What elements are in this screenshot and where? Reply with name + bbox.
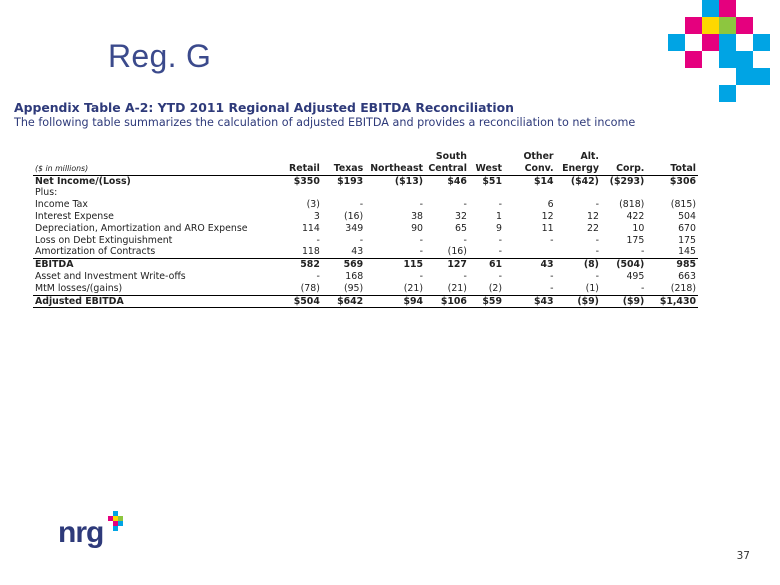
table-cell: - (550, 282, 554, 294)
table-cell: $306 (669, 175, 696, 187)
table-cell: (21) (447, 282, 467, 294)
column-header-top: Other (523, 150, 554, 162)
appendix-description: The following table summarizes the calculation of adjusted EBITDA and provides a reconciliation to net income (14, 116, 636, 129)
row-label: Plus: (35, 187, 58, 199)
table-cell (504, 246, 556, 258)
table-cell: - (550, 270, 554, 282)
table-cell: (78) (300, 282, 320, 294)
table-cell: 569 (322, 259, 365, 271)
row-label: Loss on Debt Extinguishment (35, 234, 173, 246)
table-cell: $43 (504, 295, 556, 308)
table-cell: ($13) (394, 175, 424, 187)
table-row (33, 271, 698, 283)
table-cell: (218) (670, 282, 696, 294)
table-cell (469, 187, 504, 199)
table-cell (365, 187, 425, 199)
table-cell (272, 187, 322, 199)
table-cell: 43 (504, 259, 556, 271)
table-cell: - (359, 234, 364, 246)
column-header: Energy (556, 162, 601, 175)
table-cell: (3) (306, 199, 320, 211)
table-cell: 422 (626, 210, 645, 222)
table-cell: (504) (601, 259, 646, 271)
table-cell: - (419, 270, 424, 282)
table-cell: (2) (488, 282, 502, 294)
column-header-top (469, 150, 504, 162)
table-cell: 12 (587, 210, 599, 222)
table-cell: 175 (678, 234, 696, 246)
table-cell: 61 (469, 259, 504, 271)
table-cell: (1) (585, 282, 599, 294)
table-cell: - (595, 246, 599, 258)
table-cell: $1,430 (646, 295, 698, 308)
table-cell: 118 (301, 246, 320, 258)
column-header-top (601, 150, 646, 162)
table-cell: 9 (496, 222, 502, 234)
table-cell: - (640, 282, 645, 294)
table-row (33, 199, 698, 211)
table-cell: 114 (301, 222, 320, 234)
brand-color-grid (668, 0, 780, 112)
table-header-row (33, 162, 698, 175)
table-cell: ($293) (609, 175, 645, 187)
column-header-top (272, 150, 322, 162)
table-row (33, 211, 698, 223)
column-header-top (646, 150, 698, 162)
table-cell: - (419, 199, 424, 211)
table-cell: $350 (293, 175, 320, 187)
column-header-top (322, 150, 365, 162)
row-label: Asset and Investment Write-offs (35, 270, 186, 282)
table-cell: - (498, 199, 502, 211)
column-header-top: South (435, 150, 467, 162)
table-cell: - (550, 234, 554, 246)
table-cell: $193 (337, 175, 364, 187)
table-cell: 3 (313, 210, 320, 222)
table-cell: ($9) (556, 295, 601, 308)
table-cell: 127 (425, 259, 469, 271)
table-cell: - (419, 234, 424, 246)
row-label: MtM losses/(gains) (35, 282, 123, 294)
table-cell (504, 187, 556, 199)
table-row (33, 259, 698, 271)
table-cell: - (498, 246, 502, 258)
table-row (33, 187, 698, 199)
column-header-top (365, 150, 425, 162)
table-cell: (95) (343, 282, 364, 294)
table-cell: - (463, 234, 467, 246)
table-cell: 1 (496, 210, 502, 222)
table-cell: 495 (626, 270, 645, 282)
column-header-top: Alt. (580, 150, 599, 162)
table-cell: 65 (454, 222, 467, 234)
table-cell: (16) (343, 210, 364, 222)
table-row (33, 295, 698, 308)
table-cell: $642 (322, 295, 365, 308)
table-cell: $14 (533, 175, 554, 187)
table-cell: $59 (469, 295, 504, 308)
table-cell: 90 (411, 222, 424, 234)
row-label: EBITDA (33, 259, 272, 271)
column-header: Central (425, 162, 469, 175)
row-label: Net Income/(Loss) (35, 175, 131, 187)
nrg-star-icon (106, 511, 126, 531)
table-cell: 12 (541, 210, 554, 222)
table-cell: - (595, 270, 599, 282)
table-cell: 10 (632, 222, 645, 234)
table-cell (556, 187, 601, 199)
table-cell: (16) (447, 246, 467, 258)
table-cell: 6 (547, 199, 554, 211)
table-cell: - (316, 234, 320, 246)
table-row (33, 246, 698, 258)
table-cell: 663 (678, 270, 696, 282)
table-cell: (815) (670, 199, 696, 211)
page-number: 37 (736, 550, 750, 562)
table-cell (601, 187, 646, 199)
row-label: Amortization of Contracts (35, 246, 156, 258)
table-cell: 38 (411, 210, 424, 222)
table-cell: 168 (345, 270, 364, 282)
column-header: Texas (322, 162, 365, 175)
table-cell: 349 (345, 222, 364, 234)
row-label: Adjusted EBITDA (33, 295, 272, 308)
table-cell (646, 187, 698, 199)
table-row (33, 175, 698, 187)
table-row (33, 235, 698, 247)
table-cell: 985 (646, 259, 698, 271)
table-header-row-top (33, 150, 698, 162)
column-header: Total (646, 162, 698, 175)
table-cell: - (595, 199, 599, 211)
table-cell: - (419, 246, 424, 258)
table-cell (425, 187, 469, 199)
ebitda-reconciliation-table (33, 150, 698, 308)
row-label: Depreciation, Amortization and ARO Expense (35, 222, 248, 234)
table-cell: $504 (272, 295, 322, 308)
table-cell: 175 (626, 234, 645, 246)
table-cell: (818) (619, 199, 645, 211)
table-cell: $94 (365, 295, 425, 308)
table-cell: 32 (454, 210, 467, 222)
nrg-logo-text: nrg (58, 516, 104, 549)
row-label: Interest Expense (35, 210, 114, 222)
table-cell: 43 (351, 246, 364, 258)
table-cell: 582 (272, 259, 322, 271)
table-cell: 670 (678, 222, 696, 234)
table-cell: - (316, 270, 320, 282)
row-label: Income Tax (35, 199, 88, 211)
table-cell: - (595, 234, 599, 246)
appendix-heading: Appendix Table A-2: YTD 2011 Regional Adjusted EBITDA Reconciliation (14, 100, 514, 115)
table-cell: - (498, 270, 502, 282)
table-cell: 504 (678, 210, 696, 222)
table-cell: (21) (403, 282, 424, 294)
table-cell: 22 (587, 222, 599, 234)
table-cell: - (463, 270, 467, 282)
page-title: Reg. G (108, 38, 212, 74)
table-cell: (8) (556, 259, 601, 271)
table-cell (322, 187, 365, 199)
column-header: Conv. (504, 162, 556, 175)
table-cell: - (463, 199, 467, 211)
column-header: Northeast (365, 162, 425, 175)
table-cell: 11 (541, 222, 554, 234)
table-cell: 115 (365, 259, 425, 271)
column-header: Corp. (601, 162, 646, 175)
table-row (33, 223, 698, 235)
column-header: Retail (272, 162, 322, 175)
table-cell: - (498, 234, 502, 246)
table-row (33, 283, 698, 295)
table-cell: - (640, 246, 645, 258)
table-cell: ($9) (601, 295, 646, 308)
table-cell: $51 (482, 175, 502, 187)
column-header: West (469, 162, 504, 175)
table-cell: - (359, 199, 364, 211)
table-cell: $106 (425, 295, 469, 308)
units-label: ($ in millions) (33, 162, 272, 175)
table-cell: ($42) (570, 175, 599, 187)
table-cell: 145 (678, 246, 696, 258)
table-cell: $46 (447, 175, 467, 187)
